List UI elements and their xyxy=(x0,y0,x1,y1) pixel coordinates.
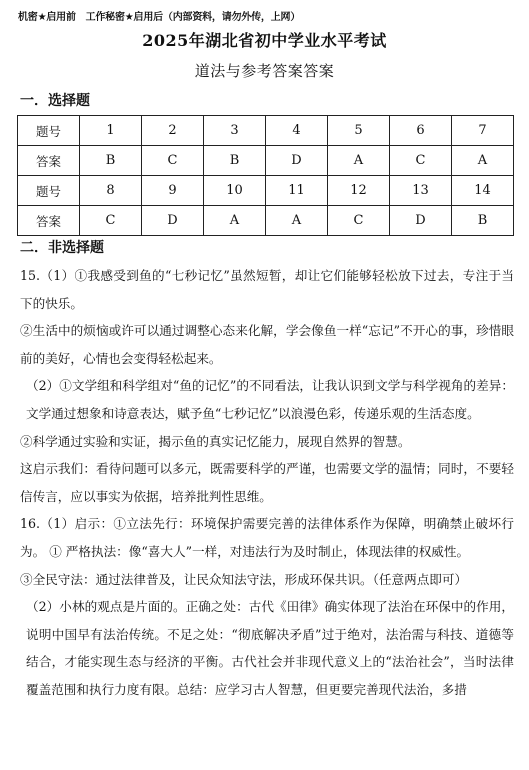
table-cell: D xyxy=(266,146,328,176)
table-cell: B xyxy=(204,146,266,176)
table-cell: D xyxy=(142,206,204,236)
table-row xyxy=(18,146,514,176)
table-cell: B xyxy=(80,146,142,176)
answer-body xyxy=(20,262,514,704)
table-cell: 11 xyxy=(266,176,328,206)
table-cell: C xyxy=(142,146,204,176)
section-heading-choice: 一．选择题 xyxy=(20,93,90,109)
paragraph-15-conclusion: 这启示我们：看待问题可以多元，既需要科学的严谨，也需要文学的温情；同时，不要轻信传言，应以事实为依据，培养批判性思维。 xyxy=(20,461,514,504)
table-cell: A xyxy=(328,146,390,176)
table-cell: C xyxy=(328,206,390,236)
table-row-header: 题号 xyxy=(18,116,80,146)
table-row-header: 题号 xyxy=(18,176,80,206)
paragraph-15-2a: （2）①文学组和科学组对“鱼的记忆”的不同看法，让我认识到文学与科学视角的差异：文学通过想象和诗意表达，赋予鱼“七秒记忆”以浪漫色彩，传递乐观的生活态度。 xyxy=(26,378,514,421)
table-row-header: 答案 xyxy=(18,206,80,236)
table-row xyxy=(18,116,514,146)
table-cell: C xyxy=(390,146,452,176)
table-row xyxy=(18,206,514,236)
table-cell: 7 xyxy=(452,116,514,146)
confidentiality-note: 机密★启用前 工作秘密★启用后（内部资料，请勿外传，上网） xyxy=(18,12,301,23)
table-cell: A xyxy=(204,206,266,236)
answer-table xyxy=(17,115,514,236)
paragraph-15-1b: ②生活中的烦恼或许可以通过调整心态来化解，学会像鱼一样“忘记”不开心的事，珍惜眼前的美好，心情也会变得轻松起来。 xyxy=(20,323,514,366)
table-cell: 3 xyxy=(204,116,266,146)
table-cell: B xyxy=(452,206,514,236)
table-cell: 6 xyxy=(390,116,452,146)
paragraph-15-1a: 15.（1）①我感受到鱼的“七秒记忆”虽然短暂，却让它们能够轻松放下过去，专注于当下的快乐。 xyxy=(20,268,514,311)
paragraph-15-2b: ②科学通过实验和实证，揭示鱼的真实记忆能力，展现自然界的智慧。 xyxy=(20,433,411,449)
table-cell: A xyxy=(266,206,328,236)
table-row-header: 答案 xyxy=(18,146,80,176)
table-cell: 8 xyxy=(80,176,142,206)
table-cell: 14 xyxy=(452,176,514,206)
table-cell: C xyxy=(80,206,142,236)
table-cell: A xyxy=(452,146,514,176)
table-cell: 13 xyxy=(390,176,452,206)
table-row xyxy=(18,176,514,206)
table-cell: D xyxy=(390,206,452,236)
table-cell: 12 xyxy=(328,176,390,206)
table-cell: 4 xyxy=(266,116,328,146)
table-cell: 1 xyxy=(80,116,142,146)
table-cell: 9 xyxy=(142,176,204,206)
document-subtitle: 道法与参考答案答案 xyxy=(194,62,335,80)
paragraph-16-1a: 16.（1）启示：①立法先行：环境保护需要完善的法律体系作为保障，明确禁止破坏行为。 ① 严格执法：像“喜大人”一样，对违法行为及时制止，体现法律的权威性。 xyxy=(20,516,514,559)
paragraph-16-1b: ③全民守法：通过法律普及，让民众知法守法，形成环保共识。（任意两点即可） xyxy=(20,571,468,587)
paragraph-16-2: （2）小林的观点是片面的。正确之处：古代《田律》确实体现了法治在环保中的作用，说明中国早有法治传统。不足之处：“彻底解决矛盾”过于绝对，法治需与科技、道德等结合，才能实现生态与经济的平衡。古代社会并非现代意义上的“法治社会”，当时法律覆盖范围和执行力度有限。总结：应学习古人智慧，但更要完善现代法治，多措 xyxy=(26,599,514,697)
table-cell: 2 xyxy=(142,116,204,146)
table-cell: 5 xyxy=(328,116,390,146)
table-cell: 10 xyxy=(204,176,266,206)
document-title: 2025年湖北省初中学业水平考试 xyxy=(142,31,387,50)
section-heading-nonchoice: 二．非选择题 xyxy=(20,240,104,256)
